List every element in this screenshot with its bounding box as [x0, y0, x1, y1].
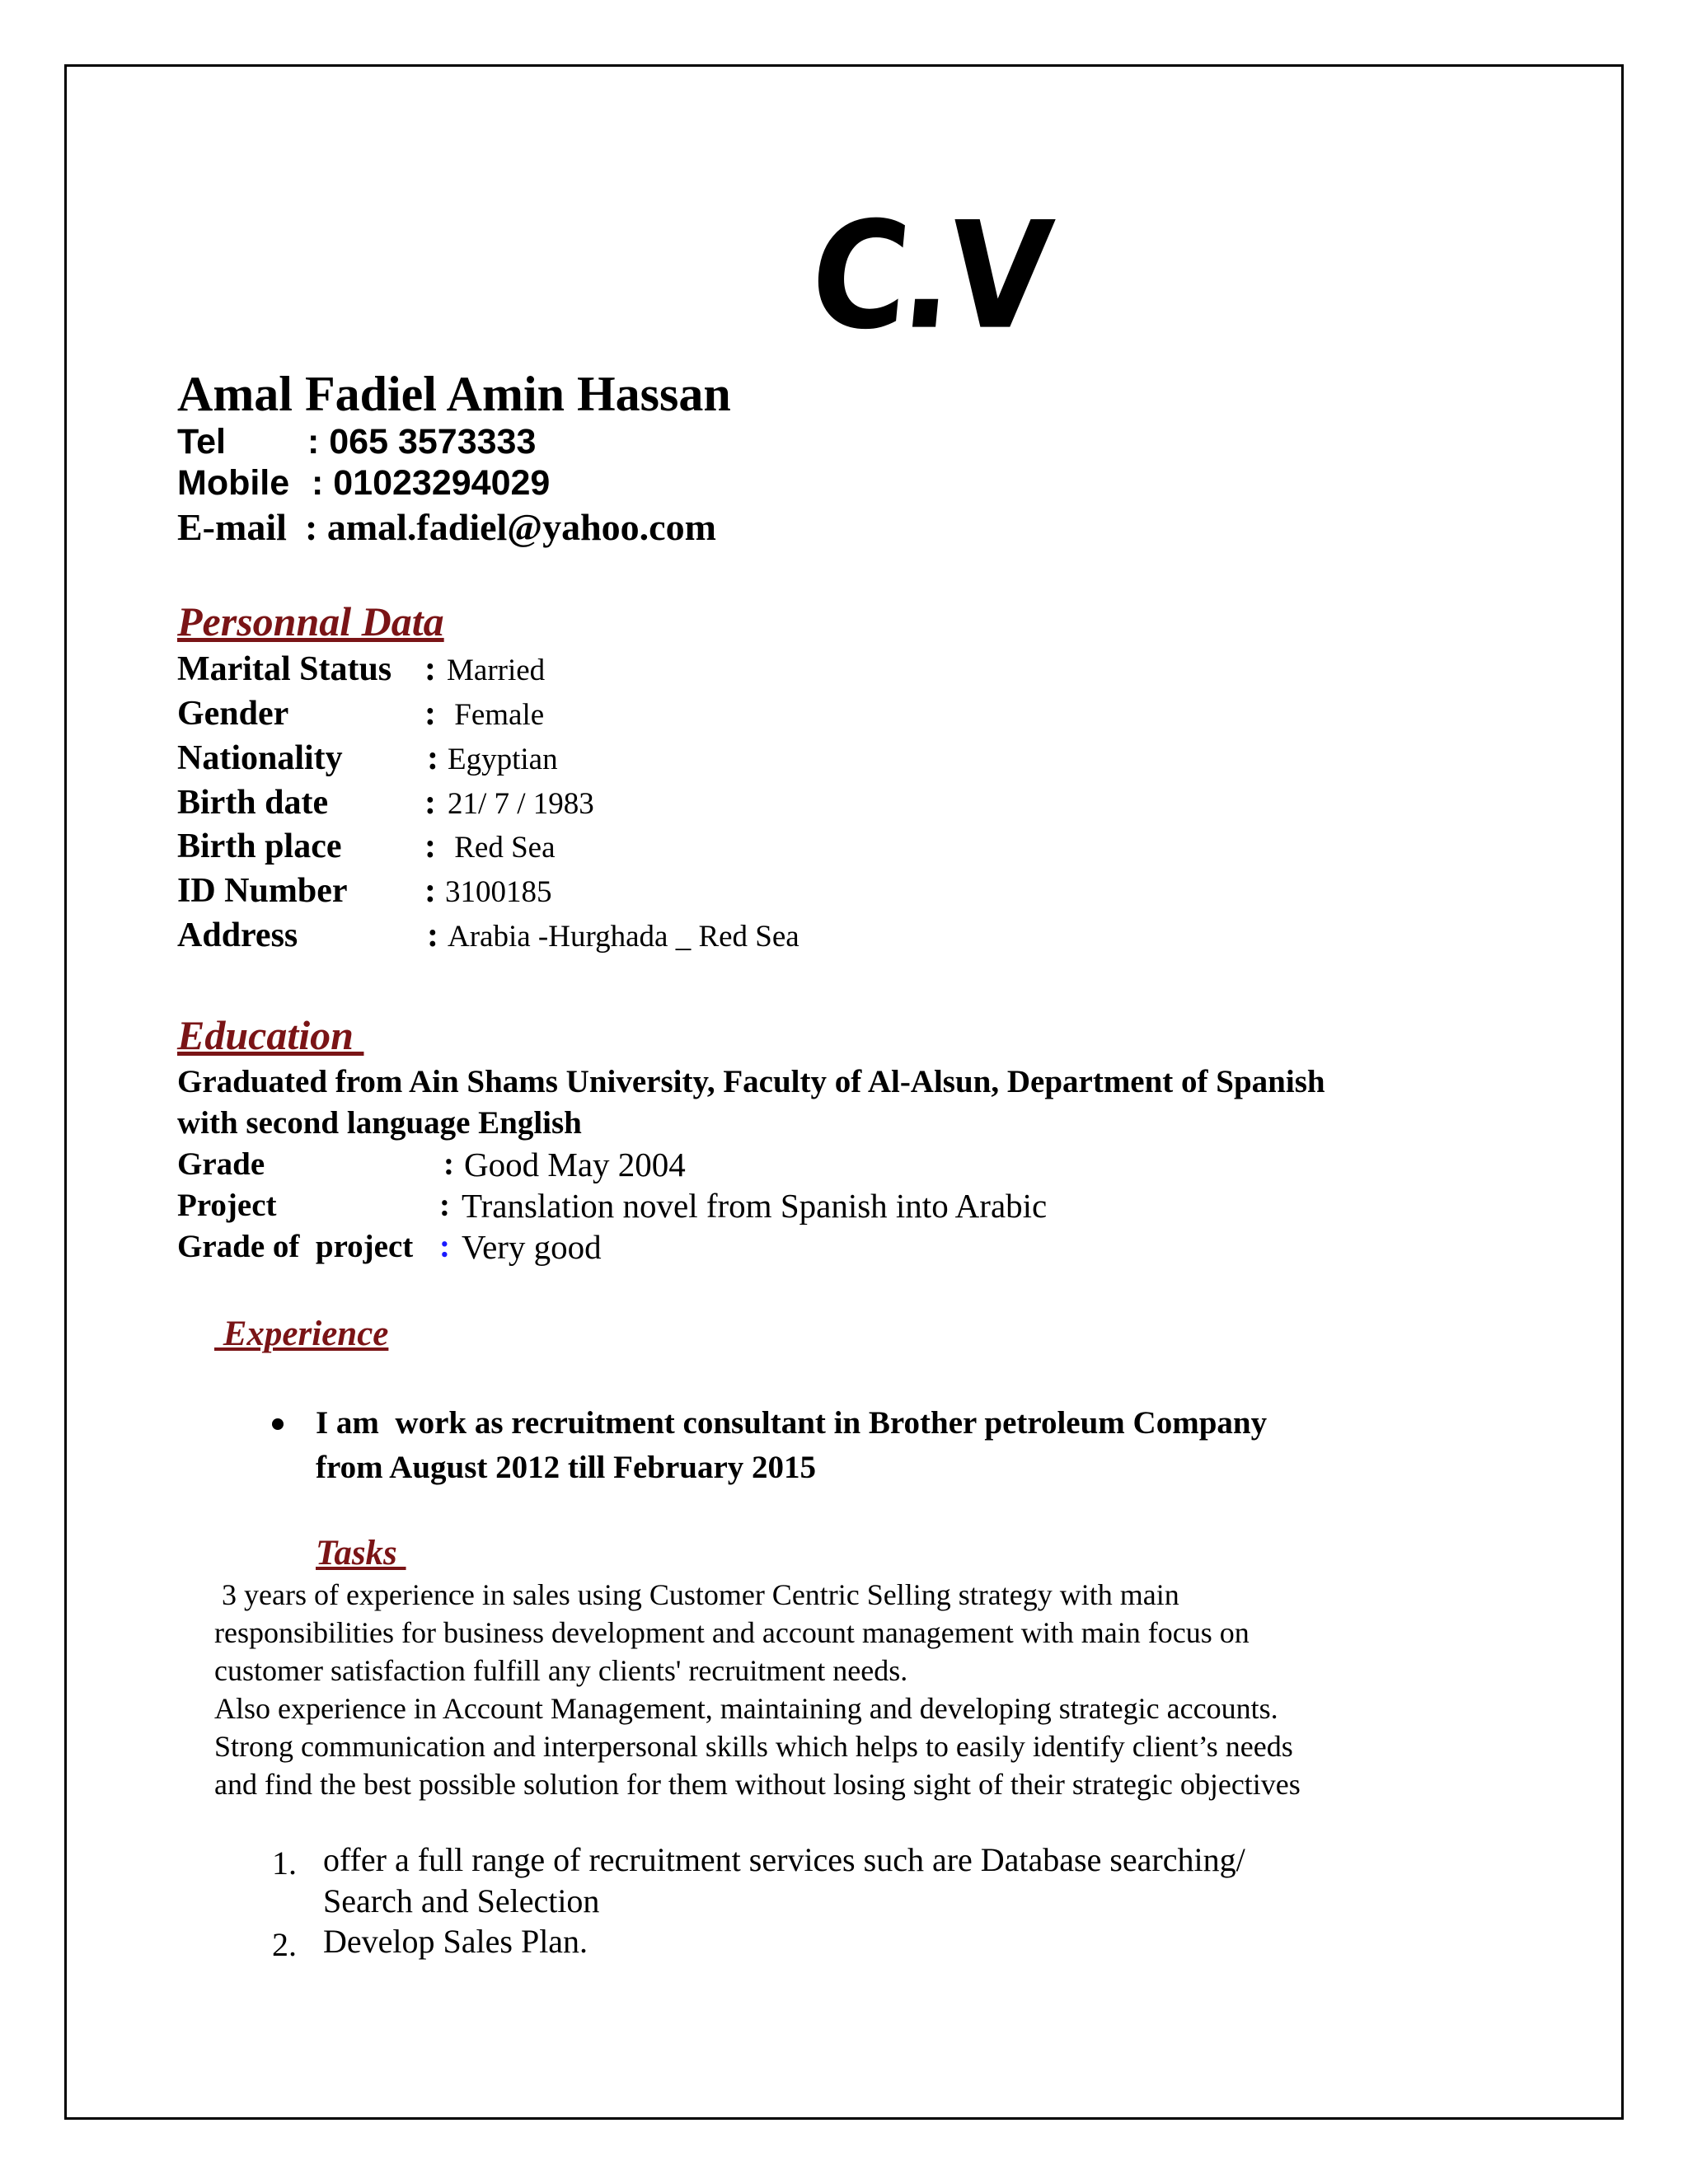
email-value: : amal.fadiel@yahoo.com [305, 506, 716, 548]
gender-label: Gender [177, 695, 289, 733]
tasks-paragraph-line: responsibilities for business development and account management with main focus on [214, 1616, 1250, 1649]
birth-date-value: 21/ 7 / 1983 [448, 787, 594, 821]
project-grade-value: Very good [462, 1228, 602, 1266]
experience-heading: Experience [214, 1315, 389, 1353]
cv-logo: C.V [804, 189, 1054, 363]
education-heading: Education [177, 1012, 364, 1058]
bullet [272, 1418, 284, 1430]
nationality-value: Egyptian [448, 743, 558, 776]
personal-data-heading: Personnal Data [177, 598, 444, 644]
birth-place-value: Red Sea [447, 831, 556, 865]
gender-value: Female [447, 698, 545, 732]
marital-status-label: Marital Status [177, 650, 392, 688]
education-degree-line2: with second language English [177, 1105, 582, 1141]
mobile-label: Mobile [177, 463, 290, 503]
tasks-heading: Tasks [316, 1534, 406, 1572]
birth-place-label: Birth place [177, 827, 342, 865]
email-label: E-mail [177, 506, 287, 548]
project-value: Translation novel from Spanish into Arabic [462, 1187, 1048, 1225]
colon: : [439, 1229, 450, 1264]
applicant-name: Amal Fadiel Amin Hassan [177, 367, 731, 421]
birth-date-label: Birth date [177, 784, 329, 822]
grade-value: Good May 2004 [464, 1146, 686, 1183]
mobile-value: : 01023294029 [312, 463, 551, 503]
tel-label: Tel [177, 422, 226, 462]
experience-item-line1: I am work as recruitment consultant in Brother petroleum Company [316, 1405, 1268, 1441]
address-label: Address [177, 916, 298, 954]
grade-label: Grade [177, 1146, 265, 1182]
colon: : [424, 872, 436, 910]
list-number: 1. [272, 1844, 297, 1882]
colon: : [424, 827, 436, 865]
colon: : [427, 916, 438, 954]
project-label: Project [177, 1188, 277, 1223]
colon: : [427, 739, 438, 777]
project-grade-label: Grade of project [177, 1229, 414, 1264]
tasks-paragraph-line: 3 years of experience in sales using Customer Centric Selling strategy with main [214, 1578, 1179, 1611]
tasks-paragraph-line: and find the best possible solution for them without losing sight of their strategic objectives [214, 1768, 1301, 1801]
tasks-paragraph-line: Strong communication and interpersonal skills which helps to easily identify client’s needs [214, 1730, 1293, 1763]
id-number-label: ID Number [177, 872, 348, 910]
tasks-paragraph-line: customer satisfaction fulfill any clients' recruitment needs. [214, 1654, 908, 1687]
nationality-label: Nationality [177, 739, 343, 777]
address-value: Arabia -Hurghada _ Red Sea [448, 920, 799, 954]
colon: : [443, 1146, 454, 1182]
id-number-value: 3100185 [445, 875, 552, 909]
tasks-paragraph-line: Also experience in Account Management, maintaining and developing strategic accounts. [214, 1692, 1278, 1725]
colon: : [439, 1188, 450, 1223]
list-item-line1: offer a full range of recruitment services such are Database searching/ [323, 1841, 1245, 1878]
experience-item-line2: from August 2012 till February 2015 [316, 1450, 817, 1485]
list-item-line2: Search and Selection [323, 1882, 600, 1919]
colon: : [424, 650, 436, 688]
list-number: 2. [272, 1926, 297, 1963]
colon: : [424, 695, 436, 733]
tel-value: : 065 3573333 [307, 422, 537, 462]
list-item-line1: Develop Sales Plan. [323, 1923, 588, 1960]
marital-status-value: Married [447, 654, 546, 687]
education-degree-line1: Graduated from Ain Shams University, Faculty of Al-Alsun, Department of Spanish [177, 1064, 1325, 1099]
colon: : [424, 784, 436, 822]
